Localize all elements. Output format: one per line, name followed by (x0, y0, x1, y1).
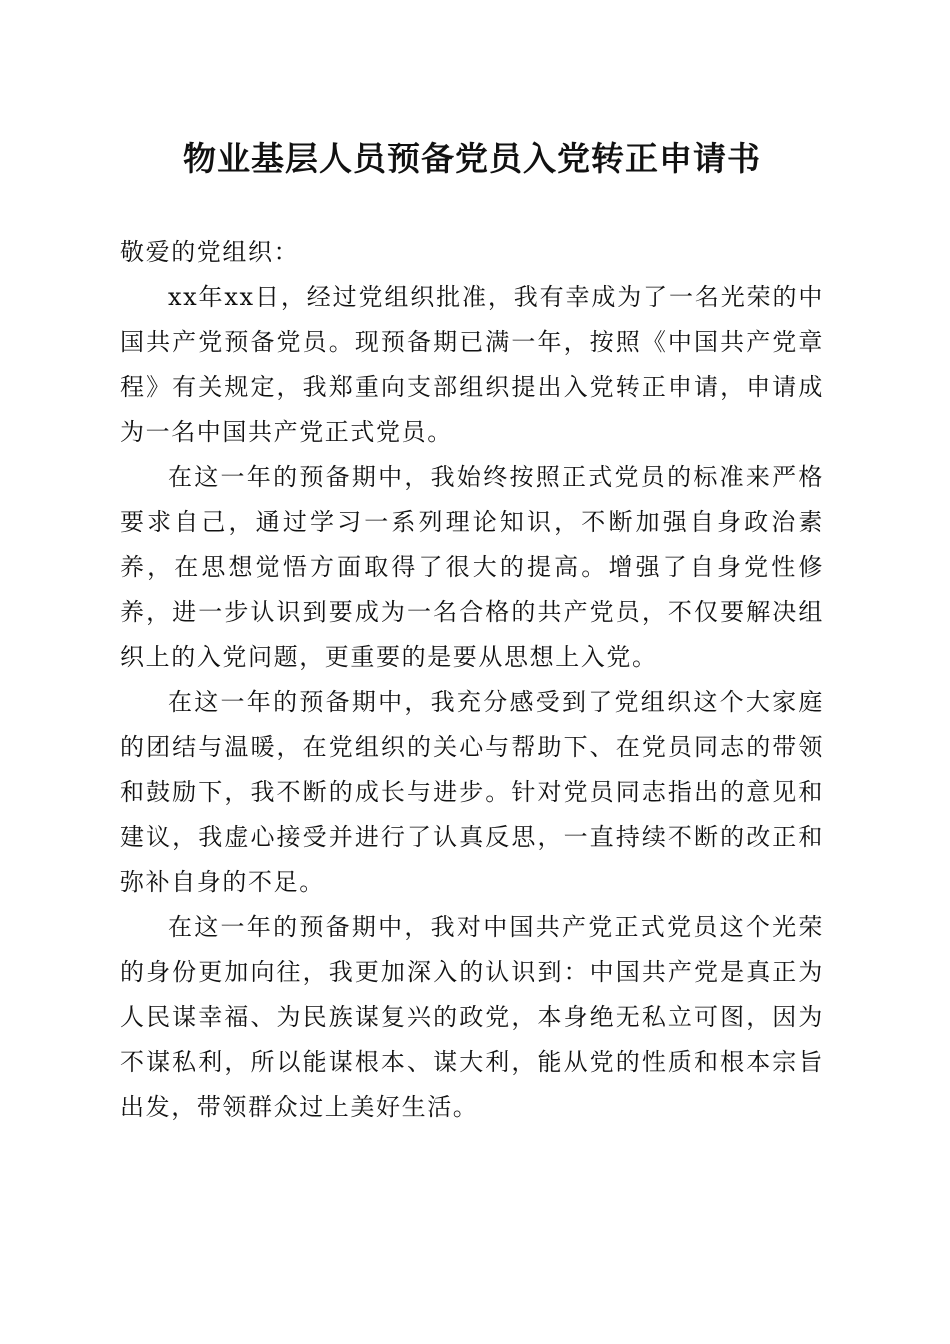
paragraph-3: 在这一年的预备期中，我充分感受到了党组织这个大家庭的团结与温暖，在党组织的关心与帮助下、在党员同志的带领和鼓励下，我不断的成长与进步。针对党员同志指出的意见和建议，我虚心接受并进行了认真反思，一直持续不断的改正和弥补自身的不足。 (120, 688, 824, 896)
salutation: 敬爱的党组织： (120, 238, 300, 266)
document-title: 物业基层人员预备党员入党转正申请书 (183, 139, 761, 178)
paragraph-2: 在这一年的预备期中，我始终按照正式党员的标准来严格要求自己，通过学习一系列理论知识，不断加强自身政治素养，在思想觉悟方面取得了很大的提高。增强了自身党性修养，进一步认识到要成为一名合格的共产党员，不仅要解决组织上的入党问题，更重要的是要从思想上入党。 (120, 463, 824, 671)
document-body (120, 230, 824, 1130)
paragraph-4: 在这一年的预备期中，我对中国共产党正式党员这个光荣的身份更加向往，我更加深入的认识到：中国共产党是真正为人民谋幸福、为民族谋复兴的政党，本身绝无私立可图，因为不谋私利，所以能谋根本、谋大利，能从党的性质和根本宗旨出发，带领群众过上美好生活。 (120, 913, 824, 1121)
paragraph-1: xx年xx日，经过党组织批准，我有幸成为了一名光荣的中国共产党预备党员。现预备期已满一年，按照《中国共产党章程》有关规定，我郑重向支部组织提出入党转正申请，申请成为一名中国共产党正式党员。 (120, 283, 824, 446)
